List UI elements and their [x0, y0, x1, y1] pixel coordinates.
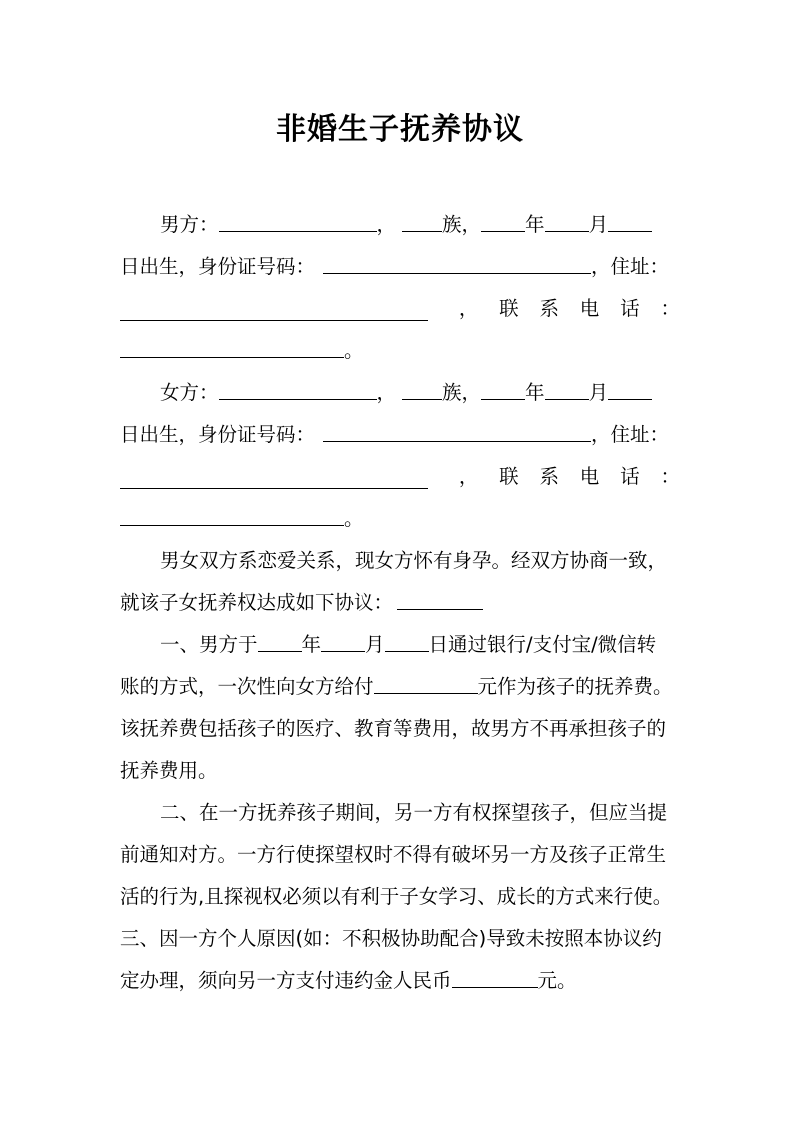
clause1-line-4: 抚养费用。 [120, 759, 218, 782]
female-birth-month-blank[interactable] [545, 377, 589, 400]
female-birth-day-blank[interactable] [608, 377, 652, 400]
female-address-blank[interactable] [120, 466, 428, 489]
payment-month-blank[interactable] [321, 629, 365, 652]
female-label: 女方： [160, 381, 219, 404]
support-amount-blank[interactable] [374, 671, 478, 694]
male-ethnicity-blank[interactable] [402, 209, 442, 232]
female-phone-blank[interactable] [120, 503, 344, 526]
male-birth-day-blank[interactable] [608, 209, 652, 232]
intro-line-2: 就该子女抚养权达成如下协议： [120, 583, 483, 623]
clause1-line-2: 账的方式，一次性向女方给付 元作为孩子的抚养费。 [120, 667, 673, 707]
clause2-line-3: 活的行为,且探视权必须以有利于子女学习、成长的方式来行使。 [120, 885, 673, 908]
clause1-line-1: 一、男方于 年 月 日通过银行/支付宝/微信转 [160, 625, 656, 665]
male-info-line-2: 日出生，身份证号码： ，住址： [120, 247, 669, 287]
male-name-blank[interactable] [219, 209, 377, 232]
male-id-number-blank[interactable] [323, 251, 591, 274]
male-label: 男方： [160, 213, 219, 236]
payment-year-blank[interactable] [258, 629, 302, 652]
male-info-line-4: 。 [120, 331, 364, 371]
female-name-blank[interactable] [219, 377, 377, 400]
female-info-line-3: ， 联 系 电 话 ： [120, 457, 680, 497]
male-phone-blank[interactable] [120, 335, 344, 358]
female-info-line-4: 。 [120, 499, 364, 539]
clause3-line-2: 定办理，须向另一方支付违约金人民币 元。 [120, 961, 577, 1001]
penalty-amount-blank[interactable] [452, 965, 538, 988]
female-info-line-1: 女方： ， 族， 年 月 [160, 373, 652, 413]
female-birth-year-blank[interactable] [481, 377, 525, 400]
female-id-number-blank[interactable] [323, 419, 591, 442]
clause2-line-1: 二、在一方抚养孩子期间，另一方有权探望孩子，但应当提 [160, 801, 668, 824]
male-birth-month-blank[interactable] [545, 209, 589, 232]
male-info-line-1: 男方： ， 族， 年 月 [160, 205, 652, 245]
clause3-line-1: 三、因一方个人原因(如：不积极协助配合)导致未按照本协议约 [120, 927, 662, 950]
intro-line-1: 男女双方系恋爱关系，现女方怀有身孕。经双方协商一致， [160, 549, 668, 572]
intro-blank[interactable] [397, 587, 483, 610]
male-birth-year-blank[interactable] [481, 209, 525, 232]
payment-day-blank[interactable] [385, 629, 429, 652]
female-info-line-2: 日出生，身份证号码： ，住址： [120, 415, 669, 455]
female-ethnicity-blank[interactable] [402, 377, 442, 400]
male-address-blank[interactable] [120, 298, 428, 321]
document-title: 非婚生子抚养协议 [276, 112, 524, 147]
clause1-line-3: 该抚养费包括孩子的医疗、教育等费用，故男方不再承担孩子的 [120, 717, 667, 740]
male-info-line-3: ， 联 系 电 话 ： [120, 289, 680, 329]
clause2-line-2: 前通知对方。一方行使探望权时不得有破坏另一方及孩子正常生 [120, 843, 667, 866]
